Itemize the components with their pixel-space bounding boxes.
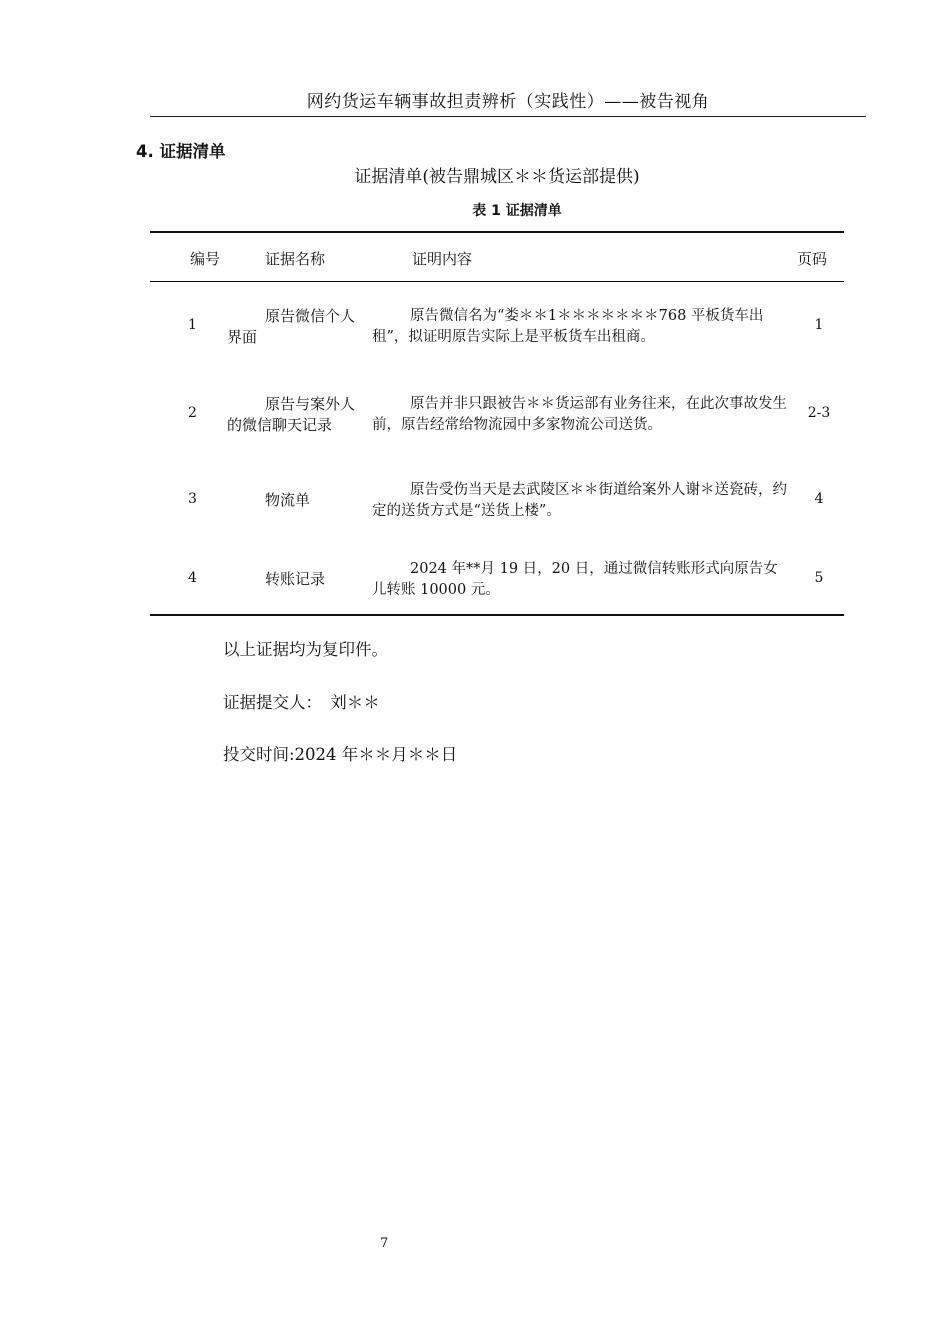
row-content: 原告并非只跟被告＊＊货运部有业务往来，在此次事故发生前，原告经常给物流园中多家物流公司送货。 [372, 396, 787, 433]
column-header-no: 编号 [190, 250, 221, 268]
row-content: 原告受伤当天是去武陵区＊＊街道给案外人谢＊送瓷砖，约定的送货方式是“送货上楼”。 [372, 482, 787, 519]
column-header-page: 页码 [797, 250, 828, 268]
section-title: 4. 证据清单 [136, 142, 226, 161]
row-name: 物流单 [265, 491, 311, 509]
table-header-rule [150, 281, 844, 282]
table-bottom-rule [150, 614, 844, 616]
row-content: 2024 年**月 19 日，20 日，通过微信转账形式向原告女儿转账 10000 元。 [372, 561, 778, 598]
row-page: 1 [814, 317, 824, 333]
submit-time-line: 投交时间:2024 年＊＊月＊＊日 [223, 745, 458, 764]
row-no: 1 [188, 317, 197, 333]
row-page: 4 [814, 491, 824, 507]
row-content: 原告微信名为“娄＊＊1＊＊＊＊＊＊＊768 平板货车出租”，拟证明原告实际上是平板货车出租商。 [372, 308, 764, 345]
column-header-content: 证明内容 [412, 250, 473, 268]
table-row [150, 479, 844, 523]
table-heading: 证据清单(被告鼎城区＊＊货运部提供) [354, 167, 640, 187]
table-caption: 表 1 证据清单 [472, 203, 562, 219]
row-no: 3 [188, 491, 197, 507]
row-page: 5 [814, 570, 824, 586]
table-row [150, 558, 844, 602]
row-no: 2 [188, 405, 197, 421]
table-row [150, 393, 844, 437]
running-header: 网约货运车辆事故担责辨析（实践性）——被告视角 [150, 88, 866, 117]
table-row [150, 305, 844, 349]
column-header-name: 证据名称 [265, 250, 326, 268]
row-name: 转账记录 [265, 570, 326, 588]
row-page: 2-3 [807, 405, 831, 421]
page-number: 7 [380, 1236, 389, 1251]
row-no: 4 [188, 570, 197, 586]
copies-note: 以上证据均为复印件。 [223, 640, 388, 659]
submitter-line: 证据提交人： 刘＊＊ [223, 693, 380, 712]
row-name: 原告与案外人的微信聊天记录 [227, 395, 356, 434]
table-top-rule [150, 231, 844, 233]
row-name: 原告微信个人界面 [227, 307, 356, 346]
